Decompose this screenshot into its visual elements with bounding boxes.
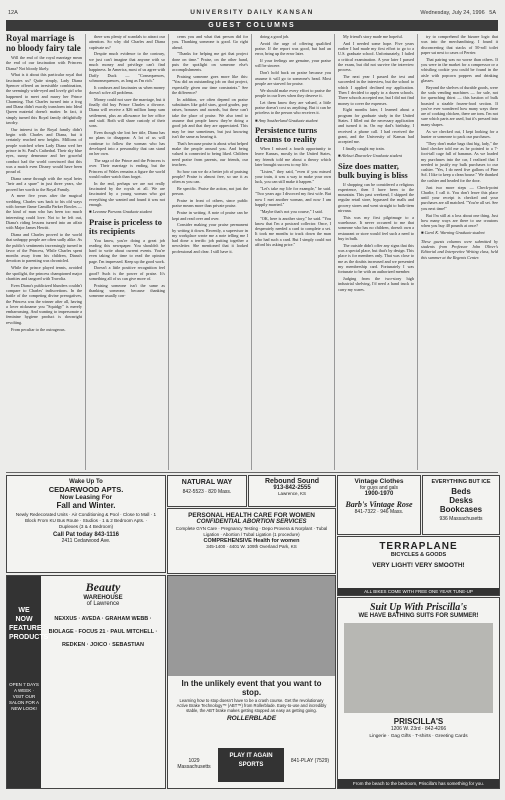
paragraph: Consider making your praise permanent by writing it down. Recently, a supervisor in my workplace wrote me a note telling me I had done a terrific job putting together a newsletter. She mentioned that it looked professional and clear. I still have it. (172, 222, 248, 254)
paragraph: If your feelings are genuine, your praise will be sincere. (255, 58, 331, 69)
paragraph: Will the end of the royal marriage mean the end of our fascination with Princess Diana? Not bloody likely. (6, 55, 82, 71)
paragraph: Praise in front of others, since public praise means more than private praise. (172, 198, 248, 209)
ad-section-divider (6, 472, 498, 473)
newspaper-name: UNIVERSITY DAILY KANSAN (190, 9, 314, 16)
column-body (89, 34, 165, 207)
paragraph: Our interest in the Royal family didn't begin with Charles and Diana, but it certainly reached new heights. Millions of people watched when Lady Diana wed her prince in St. Paul's Cathedral. Their sky blue eyes, sunny demeanor and her graceful conduct had the world convinced that this was a match even Disney would have been proud of. (6, 126, 82, 175)
column-body (255, 146, 331, 247)
column-headline: Persistence turns dreams to reality (255, 124, 318, 144)
column-5 (338, 34, 414, 470)
ad-everything-but-ice: EVERYTHING BUT ICE Beds Desks Bookcases 936 Massachusetts (422, 475, 500, 535)
column-body (6, 55, 82, 332)
column-body (172, 34, 248, 254)
paragraph: Beyond the shelves of durable goods, were the soda vending machines — for sale, not for quenching thirst — this bastion of bulk boasted a sizable frozen-food section. If you've ever wondered how many ways there are of cooking chicken, there are tons. I'm not sure which parts are used, but it's pressed into many shapes. (421, 84, 498, 127)
ad-priscillas: Suit Up With Priscilla's WE HAVE BATHING SUITS FOR SUMMER! PRISCILLA'S 1206 W. 23rd · 842-4266 Lingerie · Gag Gifts · T-shirts · Greeting Cards From the beach to the bedroom, Priscilla's has something for you. (337, 597, 500, 789)
byline: ■ Aleksei Zhuravlev Graduate student (338, 153, 402, 159)
column-divider (334, 34, 335, 470)
paragraph: Be specific. Praise the action, not just the person. (172, 186, 248, 197)
paragraph: So how can we do a better job of praising people? Praise is almost free, so use it as often as you can. (172, 168, 248, 185)
column-body (338, 182, 414, 292)
paragraph: The next year I passed the test and succeeded in the interview, but the school to which I applied declined my application. Then I decided to apply to a dozen schools. Three schools accepted me, but I did not find money to cover the expenses. (338, 74, 414, 106)
column-2 (89, 34, 165, 470)
paragraph: "OK, here is another story," he said. "You know that I'm a postcard collector. Once, I desperately needed a card to complete a set. It took me months to track down the man who had such a card. But I simply could not afford his asking price." (255, 215, 331, 247)
paragraph: Doesn't a little positive recognition feel good? Such is the power of praise. It's something all of us can give more of. (89, 265, 165, 282)
paragraph: You know, you're doing a great job reading this newspaper. You shouldn't be hard to write about current events. You're even taking the time to read the opinion page. I'm impressed. Keep up the good work. (89, 237, 165, 264)
byline: ■ Leeanne Parsons Graduate student (89, 209, 152, 215)
byline: ■ Carol K. Warning Graduate student (421, 230, 485, 236)
paragraph: "Let's take my life for example," he said. "Two years ago I divorced my first wife. But now I met another woman, and now I am happily married." (255, 186, 331, 207)
page-number-left: 12A (8, 10, 18, 16)
ad-rebound-sound: Rebound Sound 913-842-2555 Lawrence, KS (248, 475, 336, 507)
paragraph: "Listen," they said, "even if you missed your train, it was a way to make your own luck, you can still make it happen." (255, 168, 331, 185)
paragraph: In the end, perhaps we are not really fascinated by the royals at all. We are fascinated by a young woman who got everything she wanted and found it was not enough. (89, 180, 165, 207)
paragraph: Money could not save the marriage, but it finally did buy Prince Charles a divorce. Diana will receive a $26 million lump sum settlement, plus an allowance for her office and staff. Both will share custody of their sons. (89, 96, 165, 129)
paragraph: This was my first pilgrimage to a warehouse. It never occurred to me that someone who has no children, doesn't own a restaurant or store would feel such a need to buy in bulk. (338, 214, 414, 241)
paragraph: While the prince played tennis, avoided the spotlight, the princess championed major charities and tangoed with Travolta. (6, 265, 82, 281)
section-title: GUEST COLUMNS (6, 20, 498, 31)
byline: ■ Amy Southerland Graduate student (255, 117, 318, 123)
column-body (421, 34, 498, 228)
paragraph: "Maybe that's not you course," I said. (260, 208, 323, 214)
ad-womens-health: PERSONAL HEALTH CARE FOR WOMEN CONFIDENTIAL ABORTION SERVICES Complete GYN Care · Pregnancy Testing · Depo Provera & Norplant · Tubal Ligation · Abortion / Tubal Ligation (1 procedure) COMPREHENSIVE Health for women 345-1400 · 4401 W. 109th Overland Park, KS (167, 508, 336, 574)
column-divider (168, 34, 169, 470)
paragraph: Even though she lost her title, Diana has no plans to disappear. A lot of us will continue to follow the woman who has developed into a personality that can stand on her own. (89, 130, 165, 157)
paragraph: Diana came through with the royal heirs "heir and a spare" in just three years, she proved her worth to the Royal Family. (6, 176, 82, 192)
page-number-right: 5A (489, 10, 496, 16)
paragraph: Don't hold back on praise because you assume it will go to someone's head. Most people are starved for praise. (255, 70, 331, 86)
paragraph: Even Diana's publicized blunders couldn't compare to Charles' indiscretions. In the battle of the competing divine prerogatives, the Princess was the winner after all, having a lover nickname you "Squidgy" is merely embarrassing. And wanting to impersonate a feminine hygiene product is downright revolting. (6, 282, 82, 325)
paragraph: It confuses and fascinates us when money doesn't solve all problems. (89, 84, 165, 95)
paragraph: there was plenty of scandals to attract our attention. So why did Charles and Diana captivate us? (89, 34, 165, 50)
column-body (338, 34, 414, 151)
column-1 (6, 34, 82, 470)
ad-terraplane: TERRAPLANE BICYCLES & GOODS VERY LIGHT! VERY SMOOTH! ALL BIKES COME WITH FREE ONE YEAR TUNE-UP (337, 536, 500, 596)
ad-rollerblade: In the unlikely event that you want to stop. Learning how to stop doesn't have to be a crash course. Get the revolutionary Active Brake Technology™ (ABT™) from Rollerblade. Easy-to-use and incredibly stable, the ABT brake makes getting stopped as easy as getting going. ROLLERBLADE PLAY IT AGAIN SPORTS 1029 Massachusetts 841-PLAY (7529) (167, 575, 336, 789)
column-4 (255, 34, 331, 470)
paragraph: Eight months later, I learned about a program for graduate study in the United States. I filled out the necessary application and turned it in. On my dad's birthday, I received a phone call. I had received the grant, and the University of Kansas had accepted me. (338, 107, 414, 145)
paragraph: Despite much evidence to the contrary, we just can't imagine that anyone with so much money and privilege can't find happiness. In America, most of us agree with Daffy Duck — "Consequences, schmonsequences, as long as I'm rich." (89, 51, 165, 83)
column-headline: Royal marriage is no bloody fairy tale (6, 34, 81, 53)
column-6 (421, 34, 498, 470)
paragraph: That's because praise is about what helped make the people around you. And being valued is connected to being liked. Children need praise from parents, our friends, our teachers. (172, 140, 248, 167)
paragraph: The saga of the Prince and the Princess is over. Their marriage is ending, but the Princess of Wales remains a figure the world would rather watch than forget. (89, 158, 165, 179)
paragraph: doing a good job. (260, 34, 290, 39)
paragraph: A mere five years after the magical wedding, Charles was back to his old ways with former flame Camilla Parker Bowles — the kind of man who has been too much interesting could love. Not to be left out, Diana's riding lessons turned into an affair with Major James Hewitt. (6, 193, 82, 231)
paragraph: We should make every effort to praise the people in our lives when they deserve it. (255, 87, 331, 98)
paragraph: Praise in writing. A note of praise can be kept and read over and over. (172, 210, 248, 221)
paragraph: As we checked out, I kept looking for a hunter or someone to pack our purchases. (421, 128, 498, 139)
paragraph: Praising someone goes more like this: "You did an outstanding job on that project, especially given our time constraints." See the difference? (172, 74, 248, 95)
column-headline: Size does matter, bulk buying is bliss (338, 160, 408, 180)
page-header (6, 9, 498, 19)
column-body (89, 238, 165, 299)
paragraph: "They don't make bags that big, lady," the kind checker told me as he pointed to a 7-foot-tall cage full of bananas. As we loaded my purchases into the car, I realized that I needed to justify my bulk purchases to our cashier. "Yes, I do need five gallons of Pine Sol. I like to keep a clean house." We thanked the cashier and headed for the door. (421, 140, 498, 183)
paragraph: When I missed a fourth opportunity to leave Kansas, mostly in the United States, my friends told me about a theory which later brought success to my life. (255, 145, 331, 167)
paragraph: My friend's story made me hopeful. (343, 34, 403, 39)
column-divider (85, 34, 86, 470)
paragraph: From peculiar to the outrageous. (11, 326, 66, 332)
paragraph: But I'm still at a loss about one thing. Just how many ways are there to use croutons when you buy 40 pounds at once? (421, 212, 498, 229)
column-divider (417, 34, 418, 470)
issue-date: Wednesday, July 24, 1996 (420, 10, 485, 16)
paragraph: cerns you and what that person did for you. Thanking someone is good. Go right ahead. (172, 34, 248, 50)
paragraph: "Thanks for helping me get that project done on time." Praise, on the other hand, puts the spotlight on someone else's accomplishments. (172, 51, 248, 73)
paragraph: That pairing was no worse than others. If you were in the market for a compressor or a whistling cookie you could be found in the aisle with popcorn poppers and drinking glasses. (421, 56, 498, 83)
ad-natural-way: NATURAL WAY 842-5523 · 820 Mass. (167, 475, 247, 507)
paragraph: Let them know they are valued, a little praise doesn't cost us anything. But it can be priceless to the person who receives it. (255, 99, 331, 116)
editor-note: These guests columns were submitted by students from Professor John Oliver's Editorial and Interpretive Writing class, held this summer at the Regents Center. (421, 238, 498, 260)
column-headline: Praise is priceless to its recipients (89, 216, 162, 236)
paragraph: What is it about this particular royal that fascinates us? Quite simply, Lady Diana Spencer offered an irresistible combination, the seemingly wide-eyed and lovely girl who happened to meet and marry her Prince Charming. That Charles turned into a frog and Diana didn't exactly transform into Ideal Queen material doesn't matter. In fact, it simply turned this Royal family delightfully tawdry. (6, 72, 82, 126)
paragraph: In addition, we often depend on praise substitutes like gold stars, good grades, pay raises, bonuses and awards, but these can't take the place of praise. We also tend to assume that people know they're doing a good job and that they are appreciated. This may be true sometimes, but just knowing isn't the same as hearing it. (172, 96, 248, 139)
ad-cedarwood: Wake Up To CEDARWOOD APTS. Now Leasing For Fall and Winter. Newly Redecorated Units · Air Conditioning & Pool · Close to Mall · 1 Block From KU Bus Route · Studios · 1 & 2 Bedroom Apts. · Duplexes (3 & 4 Bedroom) Call Pat today 843-1116 2411 Cedarwood Ave. (6, 475, 166, 573)
paragraph: If shopping can be considered a religious experience, then I have been to the mountain. This past weekend, I skipped the regular retail store, bypassed the malls and grocery stores and went straight to bulk-item nirvana. (338, 181, 414, 214)
paragraph: The outside didn't offer any signs that this was a special place, but that's by design. This place is for members only. That was close to me as the doubts increased and we presented my membership card. Fortunately I was fortunate to be with an authorized member. (338, 242, 414, 275)
column-body (255, 34, 331, 116)
paragraph: I finally caught my train. (343, 145, 385, 151)
paragraph: Praising someone isn't the same as thanking someone, because thanking someone usually con- (89, 282, 165, 299)
paragraph: Diana and Charles proved to the world that unhappy people are often sadly alike. As the public's sentiments increasingly turned in favor of the Princess, While Charles spent months away from his children, Diana's devotion to parenting was chronicled. (6, 232, 82, 264)
ad-beauty-warehouse: WE NOW FEATURE PRODUCTS OPEN 7 DAYS A WEEK · VISIT OUR SALON FOR A NEW LOOK! Beauty WAREHOUSE of Lawrence NEXXUS · AVEDA · GRAHAM WEBB · BIOLAGE · FOCUS 21 · PAUL MITCHELL · REDKEN · JOICO · SEBASTIAN (6, 575, 166, 789)
column-3 (172, 34, 248, 470)
paragraph: Avoid the urge of offering qualified praise. If the report was good, but had an error, bring up the error later. (255, 40, 331, 57)
paragraph: Just two more steps — Check-point Charlie, I call it. You don't leave this place until your receipt is checked and your purchases are all matched. "You're all set. See you next time!" (421, 184, 498, 211)
ad-vintage-rose: Vintage Clothes for guys and gals 1900-1970 Barb's Vintage Rose 841-7322 · 946 Mass. (337, 475, 421, 535)
paragraph: Judging from the two-story high industrial shelving, I'd need a hand truck to carry my wares. (338, 276, 414, 292)
paragraph: And I needed some hope. Five years earlier I had made my first effort to go to a U.S. graduate school. Unfortunately, I failed a critical examination. A year later I passed the exam, but did not survive the interview process. (338, 40, 414, 73)
column-divider (251, 34, 252, 470)
paragraph: try to comprehend the bizarre logic that was into the merchandising. I found it disconcerting that stacks of 50-roll toilet paper sat next to cases of Perrier. (421, 34, 498, 55)
